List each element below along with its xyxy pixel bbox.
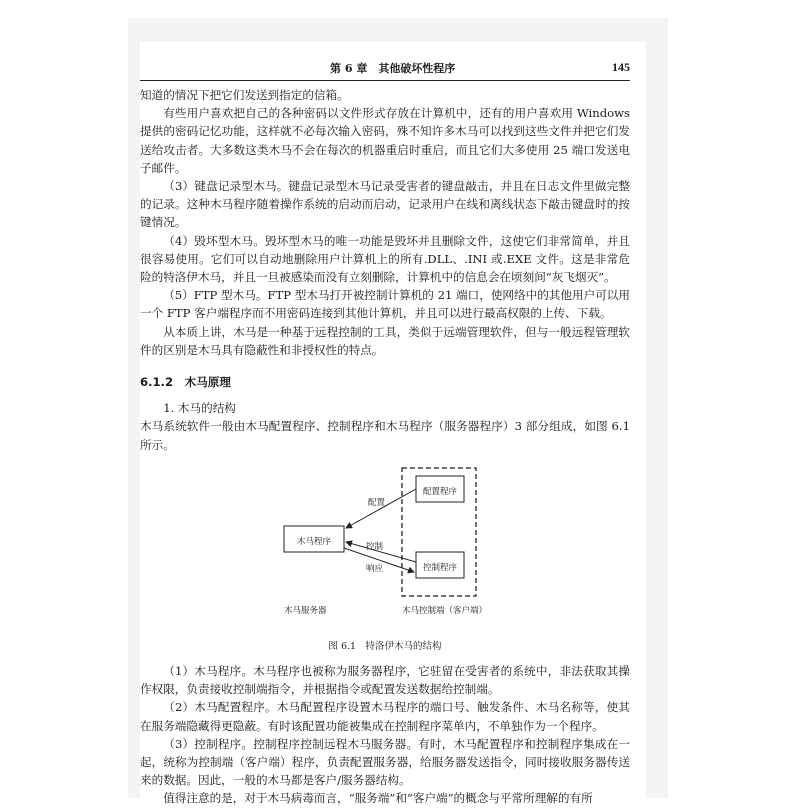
paragraph: （1）木马程序。木马程序也被称为服务器程序，它驻留在受害者的系统中，非法获取其操作权限，负责接收控制端指令，并根据指令或配置发送数据给控制端。 bbox=[140, 664, 630, 697]
config-box-label: 配置程序 bbox=[422, 486, 457, 497]
paragraph: 值得注意的是，对于木马病毒而言，“服务端”和“客户端”的概念与平常所理解的有所 bbox=[163, 791, 593, 806]
control-box-label: 控制程序 bbox=[422, 562, 457, 573]
section-title: 6.1.2 木马原理 bbox=[140, 375, 231, 390]
label-server: 木马服务器 bbox=[284, 605, 327, 616]
paragraphs-top bbox=[140, 86, 630, 359]
arrow-label-control: 控制 bbox=[366, 541, 384, 552]
subsection-title: 1. 木马的结构 bbox=[163, 401, 236, 416]
figure-trojan-structure bbox=[140, 462, 630, 634]
paragraph: 知道的情况下把它们发送到指定的信箱。 bbox=[140, 88, 349, 102]
paragraph: （3）键盘记录型木马。键盘记录型木马记录受害者的键盘敲击，并且在日志文件里做完整的记录。这种木马程序随着操作系统的启动而启动，记录用户在线和离线状态下敲击键盘时的按键情况。 bbox=[140, 179, 630, 230]
trojan-box-label: 木马程序 bbox=[296, 536, 331, 547]
intro-paragraph: 木马系统软件一般由木马配置程序、控制程序和木马程序（服务器程序）3 部分组成，如图 6.1 所示。 bbox=[140, 419, 630, 452]
paragraph: 有些用户喜欢把自己的各种密码以文件形式存放在计算机中，还有的用户喜欢用 Windows 提供的密码记忆功能，这样就不必每次输入密码，殊不知许多木马可以找到这些文件并把它们发送给攻击者。大多数这类木马不会在每次的机器重启时重启，而且它们大多使用 25 端口发送电子邮件。 bbox=[140, 106, 630, 175]
figure-caption: 图 6.1 特洛伊木马的结构 bbox=[328, 640, 442, 652]
page-number: 145 bbox=[612, 60, 630, 74]
body-text bbox=[140, 86, 630, 808]
book-page bbox=[140, 42, 646, 806]
paragraph: （4）毁坏型木马。毁坏型木马的唯一功能是毁坏并且删除文件，这使它们非常简单，并且很容易使用。它们可以自动地删除用户计算机上的所有.DLL、.INI 或.EXE 文件。这是非常危险的特洛伊木马，并且一旦被感染而没有立刻删除，计算机中的信息会在顷刻间“灰飞烟灭”。 bbox=[140, 233, 630, 285]
paragraph: 从本质上讲，木马是一种基于远程控制的工具，类似于远端管理软件，但与一般远程管理软件的区别是木马具有隐蔽性和非授权性的特点。 bbox=[140, 324, 630, 357]
chapter-title: 第 6 章 其他破坏性程序 bbox=[330, 62, 456, 75]
arrow-label-response: 响应 bbox=[366, 563, 384, 574]
arrow-label-config: 配置 bbox=[368, 497, 386, 508]
running-header bbox=[140, 58, 630, 81]
paragraph: （5）FTP 型木马。FTP 型木马打开被控制计算机的 21 端口，使网络中的其他用户可以用一个 FTP 客户端程序而不用密码连接到其他计算机，并且可以进行最高权限的上传、下载。 bbox=[140, 288, 630, 321]
label-client: 木马控制端（客户端） bbox=[402, 605, 488, 616]
paragraph: （3）控制程序。控制程序控制远程木马服务器。有时，木马配置程序和控制程序集成在一起，统称为控制端（客户端）程序，负责配置服务器，给服务器发送指令，同时接收服务器传送来的数据。因此，一般的木马都是客户/服务器结构。 bbox=[140, 736, 630, 788]
paragraph: （2）木马配置程序。木马配置程序设置木马程序的端口号、触发条件、木马名称等，使其在服务端隐藏得更隐蔽。有时该配置功能被集成在控制程序菜单内，不单独作为一个程序。 bbox=[140, 700, 630, 733]
paragraphs-bottom bbox=[140, 662, 630, 808]
diagram bbox=[140, 462, 630, 612]
